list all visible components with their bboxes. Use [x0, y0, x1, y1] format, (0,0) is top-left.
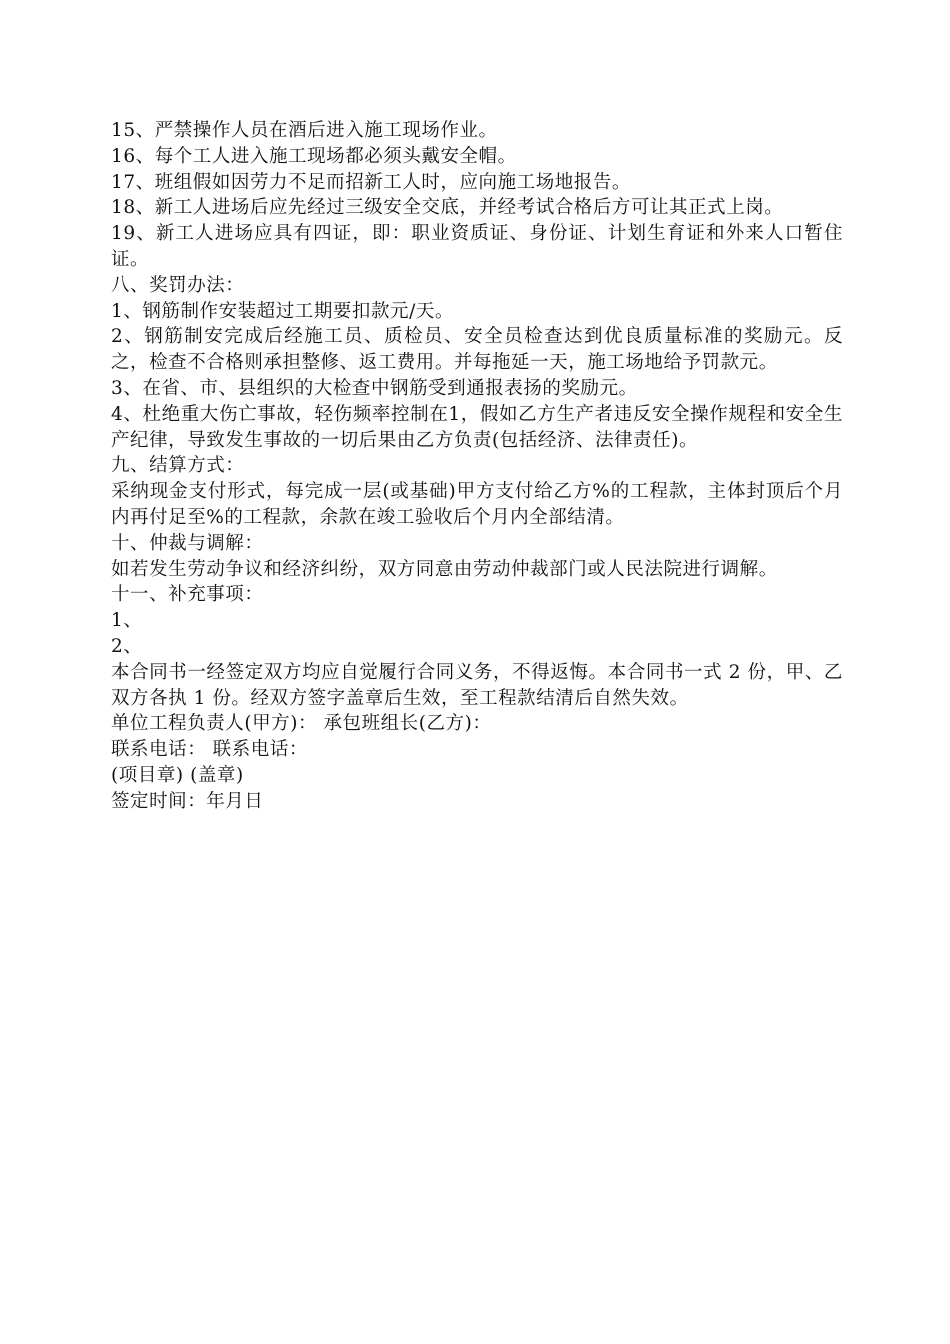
settlement-text: 采纳现金支付形式，每完成一层(或基础)甲方支付给乙方%的工程款，主体封顶后个月内再付足至%的工程款，余款在竣工验收后个月内全部结清。	[111, 481, 843, 528]
reward-clause-1: 1、钢筋制作安装超过工期要扣款元/天。	[111, 300, 454, 322]
section-heading-supplementary: 十一、补充事项：	[111, 584, 264, 606]
reward-clause-4: 4、杜绝重大伤亡事故，轻伤频率控制在1，假如乙方生产者违反安全操作规程和安全生产纪律，导致发生事故的一切后果由乙方负责(包括经济、法律责任)。	[111, 403, 843, 451]
reward-clause-2: 2、钢筋制安完成后经施工员、质检员、安全员检查达到优良质量标准的奖励元。反之，检查不合格则承担整修、返工费用。并每拖延一天，施工场地给予罚款元。	[111, 326, 843, 374]
supplementary-item-2: 2、	[111, 635, 143, 657]
clause-16: 16、每个工人进入施工现场都必须头戴安全帽。	[111, 145, 517, 167]
supplementary-item-1: 1、	[111, 610, 143, 632]
seal-line: (项目章) (盖章)	[111, 764, 244, 786]
clause-15: 15、严禁操作人员在酒后进入施工现场作业。	[111, 120, 498, 141]
section-heading-rewards-penalties: 八、奖罚办法：	[111, 274, 245, 296]
document-body	[111, 118, 843, 815]
arbitration-text: 如若发生劳动争议和经济纠纷，双方同意由劳动仲裁部门或人民法院进行调解。	[111, 558, 778, 580]
contract-validity-text: 本合同书一经签定双方均应自觉履行合同义务，不得返悔。本合同书一式 2 份，甲、乙双方各执 1 份。经双方签字盖章后生效，至工程款结清后自然失效。	[111, 661, 843, 709]
signatory-line: 单位工程负责人(甲方)： 承包班组长(乙方)：	[111, 713, 492, 735]
contact-phone-line: 联系电话： 联系电话：	[111, 739, 308, 761]
reward-clause-3: 3、在省、市、县组织的大检查中钢筋受到通报表扬的奖励元。	[111, 377, 638, 399]
clause-19: 19、新工人进场应具有四证，即：职业资质证、身份证、计划生育证和外来人口暂住证。	[111, 223, 843, 270]
signing-date-line: 签定时间：年月日	[111, 790, 264, 812]
clause-17: 17、班组假如因劳力不足而招新工人时，应向施工场地报告。	[111, 171, 631, 193]
clause-18: 18、新工人进场后应先经过三级安全交底，并经考试合格后方可让其正式上岗。	[111, 197, 784, 219]
section-heading-arbitration: 十、仲裁与调解：	[111, 532, 264, 554]
section-heading-settlement: 九、结算方式：	[111, 455, 245, 477]
